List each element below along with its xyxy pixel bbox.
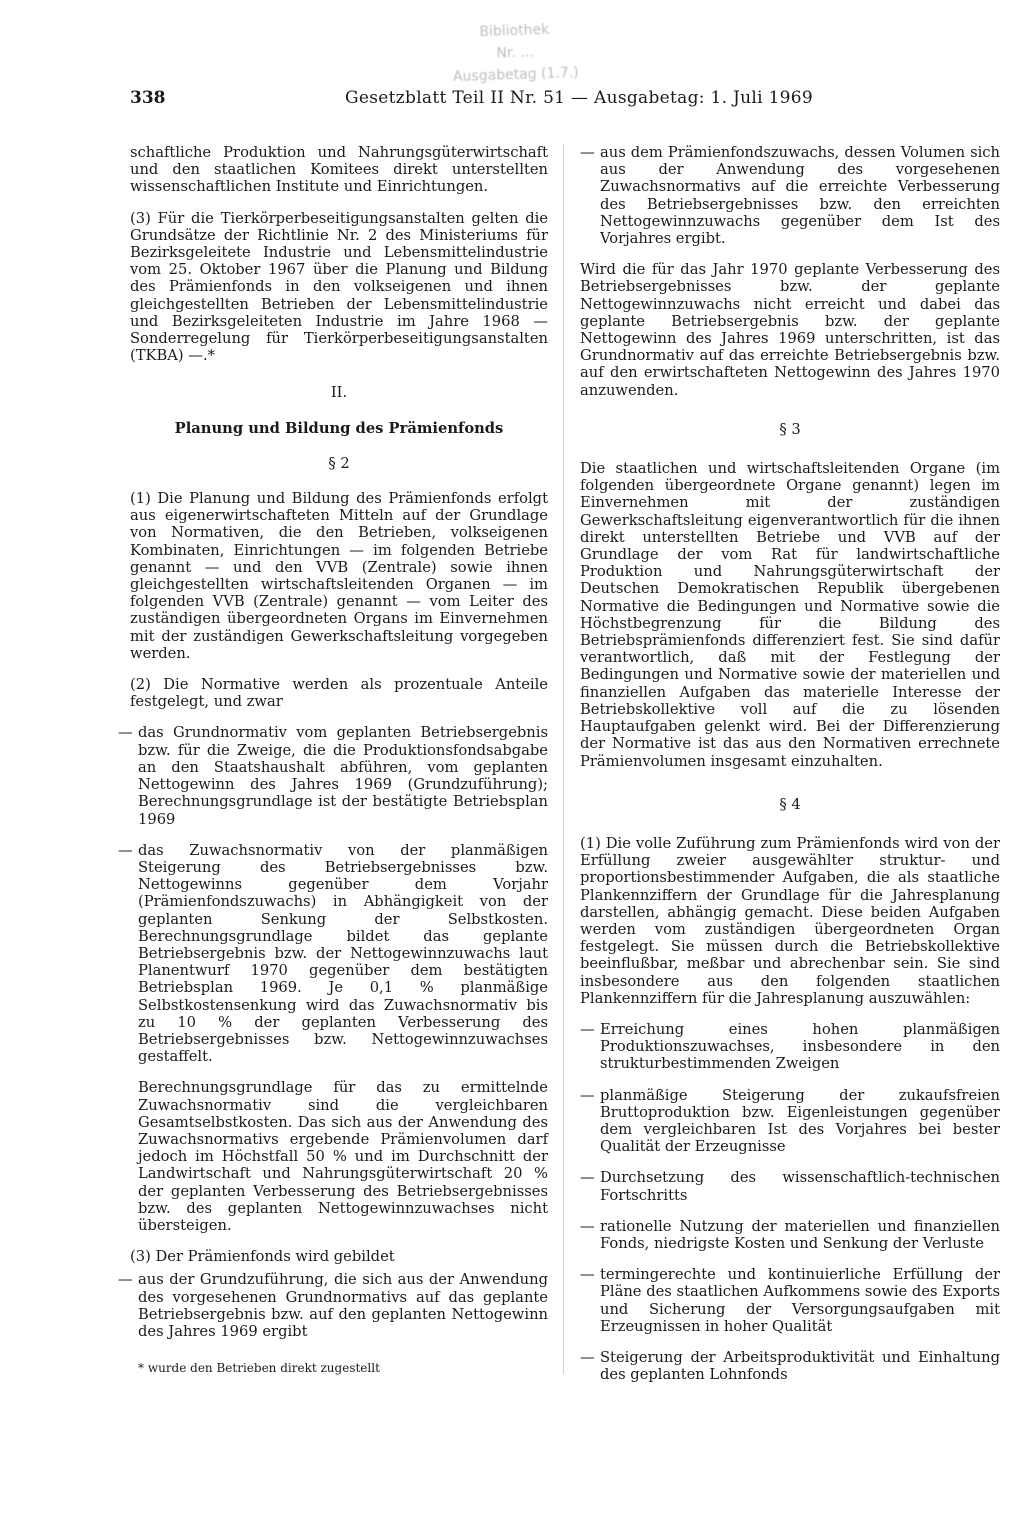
stamp-line-3: Ausgabetag (1.7.) xyxy=(452,64,579,86)
list-item xyxy=(580,1087,1000,1156)
list-item xyxy=(118,1271,548,1340)
list-item xyxy=(580,1169,1000,1203)
dash-bullet: — xyxy=(580,1020,595,1038)
dash-bullet: — xyxy=(580,1348,595,1366)
section-number: II. xyxy=(330,384,348,402)
footnote: * wurde den Betrieben direkt zugestellt xyxy=(138,1361,380,1376)
paragraph-2-1: (1) Die Planung und Bildung des Prämienfonds erfolgt aus eigenerwirtschafteten Mitteln auf der Grundlage von Normativen, die den Betrieben, volkseigenen Kombinaten, Einrichtungen — im folgenden Betriebe genannt — und den VVB (Zentrale) sowie ihnen gleichgestellten wirtschaftsleitenden Organen — im folgenden VVB (Zentrale) genannt — vom Leiter des zuständigen übergeordneten Organs im Einvernehmen mit der zuständigen Gewerkschaftsleitung vorgegeben werden. xyxy=(130,490,548,662)
list-item xyxy=(580,1349,1000,1383)
stamp-line-2: Nr. ... xyxy=(496,44,534,62)
list-item xyxy=(118,724,548,827)
list-item-text: das Grundnormativ vom geplanten Betriebsergebnis bzw. für die Zweige, die die Produktionsfondsabgabe an den Staatshaushalt abführen, vom geplanten Nettogewinn des Jahres 1969 (Grundzuführung); Berechnungsgrundlage ist der bestätigte Betriebsplan 1969 xyxy=(138,724,548,828)
list-item-text: aus dem Prämienfondszuwachs, dessen Volumen sich aus der Anwendung des vorgesehenen Zuwachsnormativs auf die erreichte Verbesserung des Betriebsergebnisses bzw. den erreichten Nettogewinnzuwachs gegenüber dem Ist des Vorjahres ergibt. xyxy=(600,144,1000,248)
dash-bullet: — xyxy=(580,1217,595,1235)
list-item xyxy=(580,1218,1000,1252)
dash-bullet: — xyxy=(580,1266,595,1284)
paragraph-intro: schaftliche Produktion und Nahrungsgüterwirtschaft und den staatlichen Komitees direkt unterstellten wissenschaftlichen Institute und Einrichtungen. xyxy=(130,144,548,196)
paragraph-wird: Wird die für das Jahr 1970 geplante Verbesserung des Betriebsergebnisses bzw. der geplante Nettogewinnzuwachs nicht erreicht und dabei das geplante Betriebsergebnis bzw. der geplante Nettogewinn des Jahres 1969 unterschritten, ist das Grundnormativ auf das erreichte Betriebsergebnis bzw. auf den erwirtschafteten Nettogewinn des Jahres 1970 anzuwenden. xyxy=(580,261,1000,399)
paragraph-1-3: (3) Für die Tierkörperbeseitigungsanstalten gelten die Grundsätze der Richtlinie Nr. 2 des Ministeriums für Bezirksgeleitete Industrie und Lebensmittelindustrie vom 25. Oktober 1967 über die Planung und Bildung des Prämienfonds in den volkseigenen und ihnen gleichgestellten Betrieben der Lebensmittelindustrie und Bezirksgeleiteten Industrie im Jahre 1968 — Sonderregelung für Tierkörperbeseitigungsanstalten (TKBA) —.* xyxy=(130,209,548,365)
paragraph-3-text: Die staatlichen und wirtschaftsleitenden Organe (im folgenden übergeordnete Organe genannt) legen im Einvernehmen mit der zuständigen Gewerkschaftsleitung eigenverantwortlich für die ihnen direkt unterstellten Betriebe und VVB auf der Grundlage der vom Rat für landwirtschaftliche Produktion und Nahrungsgüterwirtschaft der Deutschen Demokratischen Republik übergebenen Normative die Bedingungen und Normative sowie die Höchstbegrenzung für die Bildung des Betriebsprämienfonds differenziert fest. Sie sind dafür verantwortlich, daß mit der Festlegung der Bedingungen und Normative sowie der materiellen und finanziellen Aufgaben das materielle Interesse der Betriebskollektive voll auf die zu lösenden Hauptaufgaben gelenkt wird. Bei der Differenzierung der Normative ist das aus den Normativen errechnete Prämienvolumen insgesamt einzuhalten. xyxy=(580,460,1000,770)
left-column xyxy=(118,144,548,1377)
library-stamp xyxy=(394,16,636,84)
list-item xyxy=(580,1021,1000,1073)
running-title: Gesetzblatt Teil II Nr. 51 — Ausgabetag: 1. Juli 1969 xyxy=(345,88,814,108)
section-title: Planung und Bildung des Prämienfonds xyxy=(174,419,504,437)
paragraph-4-1: (1) Die volle Zuführung zum Prämienfonds wird von der Erfüllung zweier ausgewählter struktur- und proportionsbestimmender Aufgaben, die als staatliche Plankennziffern der Grundlage für die Jahresplanung darstellen, abhängig gemacht. Diese beiden Aufgaben werden vom zuständigen übergeordneten Organ festgelegt. Sie müssen durch die Betriebskollektive beeinflußbar, meßbar und abrechenbar sein. Sie sind insbesondere aus den folgenden staatlichen Plankennziffern für die Jahresplanung auszuwählen: xyxy=(580,834,1000,1007)
paragraph-sign-4: § 4 xyxy=(779,795,801,813)
dash-bullet: — xyxy=(118,724,133,742)
list-item-text: termingerechte und kontinuierliche Erfüllung der Pläne des staatlichen Aufkommens sowie des Exports und Sicherung der Versorgungsaufgaben mit Erzeugnissen in hoher Qualität xyxy=(600,1266,1000,1335)
paragraph-2-2: (2) Die Normative werden als prozentuale Anteile festgelegt, und zwar xyxy=(130,676,548,711)
page-header xyxy=(130,88,1000,112)
paragraph-sign-3: § 3 xyxy=(779,420,801,438)
list-item-text: rationelle Nutzung der materiellen und finanziellen Fonds, niedrigste Kosten und Senkung der Verluste xyxy=(600,1217,1000,1252)
dash-bullet: — xyxy=(580,1169,595,1187)
list-item-text: das Zuwachsnormativ von der planmäßigen Steigerung des Betriebsergebnisses bzw. Nettogewinns gegenüber dem Vorjahr (Prämienfondszuwachs) in Abhängigkeit von der geplanten Senkung der Selbstkosten. Berechnungsgrundlage bildet das geplante Betriebsergebnis bzw. der Nettogewinnzuwachs laut Planentwurf 1970 gegenüber dem bestätigten Betriebsplan 1969. Je 0,1 % planmäßige Selbstkostensenkung wird das Zuwachsnormativ bis zu 10 % der geplanten Verbesserung des Betriebsergebnisses bzw. Nettogewinnzuwachses gestaffelt. xyxy=(138,841,548,1066)
list-item-text: Erreichung eines hohen planmäßigen Produktionszuwachses, insbesondere in den strukturbestimmenden Zweigen xyxy=(600,1020,1000,1073)
dash-bullet: — xyxy=(118,1271,133,1289)
dash-bullet: — xyxy=(580,1086,595,1104)
stamp-line-1: Bibliothek xyxy=(479,21,550,41)
paragraph-sign-2: § 2 xyxy=(328,454,350,472)
list-item xyxy=(580,1266,1000,1335)
page-number: 338 xyxy=(130,88,166,108)
dash-bullet: — xyxy=(580,144,595,161)
list-item xyxy=(580,144,1000,247)
paragraph-berechnung: Berechnungsgrundlage für das zu ermittelnde Zuwachsnormativ sind die vergleichbaren Gesamtselbstkosten. Das sich aus der Anwendung des Zuwachsnormativs ergebende Prämienvolumen darf jedoch im Höchstfall 50 % und im Durchschnitt der Landwirtschaft und Nahrungsgüterwirtschaft 20 % der geplanten Verbesserung des Betriebsergebnisses bzw. des geplanten Nettogewinnzuwachses nicht übersteigen. xyxy=(138,1079,548,1234)
list-item-text: aus der Grundzuführung, die sich aus der Anwendung des vorgesehenen Grundnormativs auf das geplante Betriebsergebnis bzw. auf den geplanten Nettogewinn des Jahres 1969 ergibt xyxy=(138,1271,548,1340)
section-heading xyxy=(130,384,548,472)
list-item-text: planmäßige Steigerung der zukaufsfreien Bruttoproduktion bzw. Eigenleistungen gegenüber dem vergleichbaren Ist des Vorjahres bei bester Qualität der Erzeugnisse xyxy=(600,1086,1000,1156)
column-divider xyxy=(563,144,564,1374)
dash-bullet: — xyxy=(118,841,133,859)
list-item-text: Steigerung der Arbeitsproduktivität und Einhaltung des geplanten Lohnfonds xyxy=(600,1348,1000,1384)
right-column xyxy=(580,144,1000,1397)
paragraph-2-3: (3) Der Prämienfonds wird gebildet xyxy=(130,1248,395,1266)
list-item xyxy=(118,842,548,1066)
list-item-text: Durchsetzung des wissenschaftlich-technischen Fortschritts xyxy=(600,1169,1000,1204)
